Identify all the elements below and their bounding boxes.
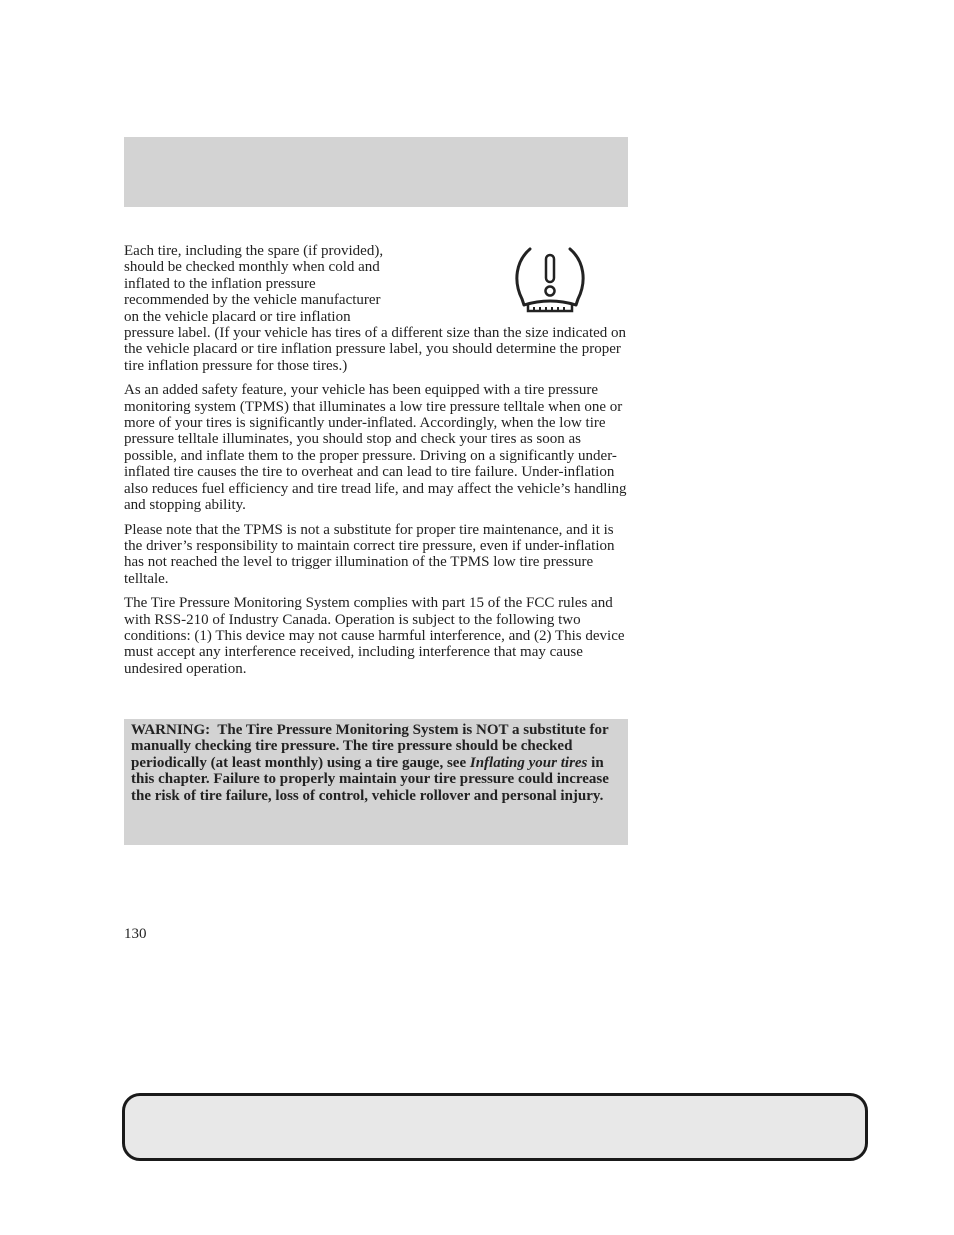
low-tire-pressure-icon [510,245,590,319]
paragraph-4: The Tire Pressure Monitoring System complies with part 15 of the FCC rules and with RSS-210 of Industry Canada. Operation is subject to the following two conditions: (1) This device may not cause harmful interference, and (2) This device must accept any interference received, including interference that may cause undesired operation. [124,595,625,677]
paragraph-1 [124,243,628,374]
icon-container [398,243,628,323]
paragraph-1-text: Each tire, including the spare (if provided), should be checked monthly when cold and inflated to the inflation pressure recommended by the vehicle manufacturer on the vehicle placard or tire inflation pressure label. (If your vehicle has tires of a different size than the size indicated on the vehicle placard or tire inflation pressure label, you should determine the proper tire inflation pressure for those tires.) [124,243,627,374]
warning-label: WARNING: [131,722,211,738]
warning-box [124,719,628,845]
body-text [124,243,628,685]
page-number: 130 [124,926,147,942]
footer-box [122,1093,868,1161]
section-header-bar [124,137,628,207]
paragraph-3: Please note that the TPMS is not a substitute for proper tire maintenance, and it is the driver’s responsibility to maintain correct tire pressure, even if under-inflation has not reached the level to trigger illumination of the TPMS low tire pressure telltale. [124,521,615,587]
warning-text-before: The Tire Pressure Monitoring System is NOT a substitute for manually checking tire pressure. The tire pressure should be checked periodically (at least monthly) using a tire gauge, see [131,722,609,771]
paragraph-2: As an added safety feature, your vehicle has been equipped with a tire pressure monitoring system (TPMS) that illuminates a low tire pressure telltale when one or more of your tires is significantly under-inflated. Accordingly, when the low tire pressure telltale illuminates, you should stop and check your tires as soon as possible, and inflate them to the proper pressure. Driving on a significantly under-inflated tire causes the tire to overheat and can lead to tire failure. Under-inflation also reduces fuel efficiency and tire tread life, and may affect the vehicle’s handling and stopping ability. [124,382,627,514]
warning-text-after: in this chapter. Failure to properly maintain your tire pressure could increase the risk of tire failure, loss of control, vehicle rollover and personal injury. [131,754,609,804]
warning-reference: Inflating your tires [469,754,588,771]
